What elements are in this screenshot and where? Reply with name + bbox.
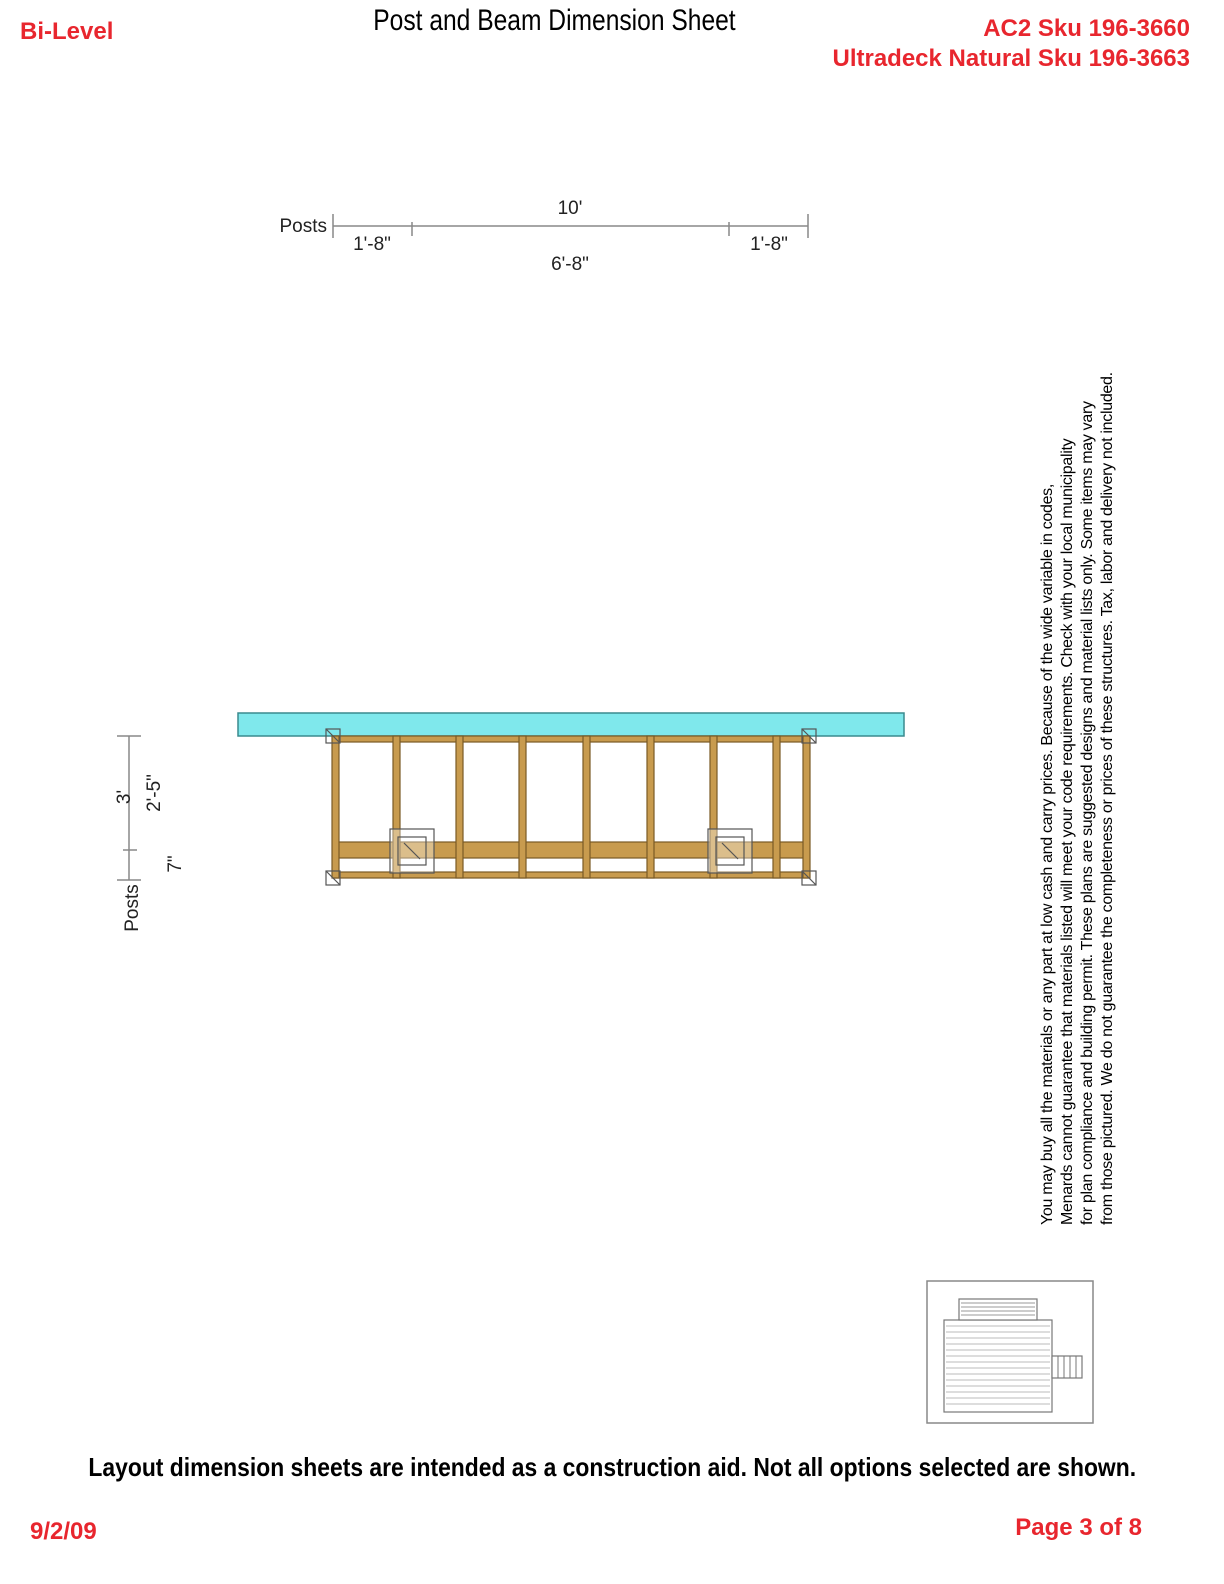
top-overall-dimension: 10' [557,198,583,219]
deck-thumbnail [927,1281,1093,1423]
footer-note [0,1452,1224,1483]
disclaimer-line: You may buy all the materials or any part at low cash and carry prices. Because of the wide variable in codes, [1039,483,1056,1225]
side-dimension [117,736,141,880]
level-label: Bi-Level [20,18,114,45]
top-right-dimension: 1'-8" [750,234,788,255]
joist [773,736,780,878]
joist [647,736,654,878]
disclaimer-line: Menards cannot guarantee that materials listed will meet your code requirements. Check with your local municipality [1059,438,1076,1225]
page-title: Post and Beam Dimension Sheet [373,4,736,37]
joist [803,736,810,878]
disclaimer-line: from those pictured. We do not guarantee the completeness or prices of these structures. Tax, labor and delivery not included. [1099,372,1116,1225]
footing-left [390,829,434,873]
page-number: Page 3 of 8 [1015,1514,1142,1541]
side-lower-dimension: 7" [165,855,186,873]
disclaimer [1038,325,1118,1225]
sku-line-ac2: AC2 Sku 196-3660 [983,15,1190,42]
ledger-board [238,713,904,736]
joist [519,736,526,878]
top-posts-label: Posts [279,216,327,237]
top-middle-dimension: 6'-8" [551,254,589,275]
date-label: 9/2/09 [30,1518,97,1545]
footing-right [708,829,752,873]
top-left-dimension: 1'-8" [353,234,391,255]
joist [583,736,590,878]
side-upper-dimension: 2'-5" [144,774,165,812]
sku-line-ultradeck: Ultradeck Natural Sku 196-3663 [832,45,1190,72]
rim-joist-top [333,736,809,742]
joist [456,736,463,878]
disclaimer-line: for plan compliance and building permit. These plans are suggested designs and material lists only. Some items may vary [1079,401,1096,1225]
side-posts-label: Posts [122,884,143,932]
footer-note-text: Layout dimension sheets are intended as a construction aid. Not all options selected are shown. [88,1452,1136,1482]
side-overall-dimension: 3' [114,789,135,805]
joist [332,736,339,878]
